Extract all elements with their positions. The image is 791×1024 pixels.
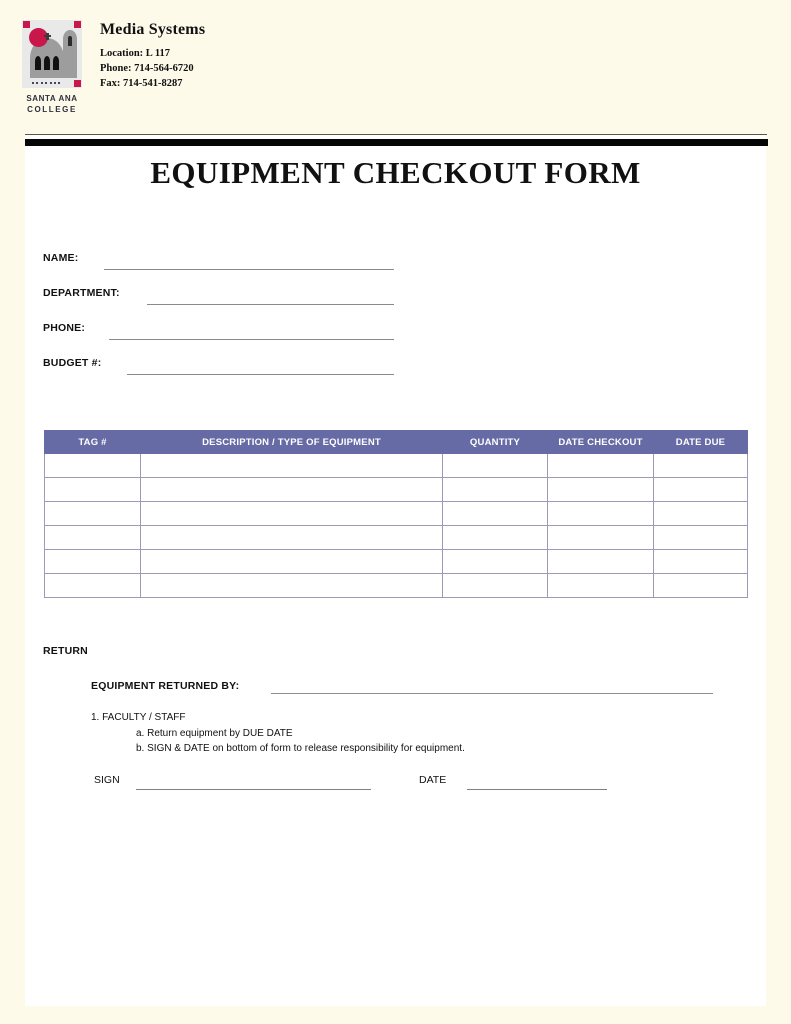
department-name: Media Systems bbox=[100, 21, 206, 38]
cell-qty[interactable] bbox=[443, 550, 548, 574]
field-row-budget bbox=[43, 357, 463, 392]
cell-qty[interactable] bbox=[443, 526, 548, 550]
budget-input-line[interactable] bbox=[127, 374, 394, 375]
cell-tag[interactable] bbox=[45, 502, 141, 526]
applicant-fields bbox=[43, 252, 463, 392]
cell-qty[interactable] bbox=[443, 574, 548, 598]
budget-label: BUDGET #: bbox=[43, 357, 102, 369]
cell-out[interactable] bbox=[548, 574, 654, 598]
equipment-table bbox=[44, 430, 748, 598]
column-header-quantity: QUANTITY bbox=[443, 431, 548, 454]
table-row bbox=[45, 550, 748, 574]
santa-ana-college-logo bbox=[22, 20, 82, 116]
logo-artwork bbox=[22, 20, 82, 88]
instruction-return-by-due-date: a. Return equipment by DUE DATE bbox=[136, 728, 293, 739]
cell-tag[interactable] bbox=[45, 574, 141, 598]
column-header-date-due: DATE DUE bbox=[654, 431, 748, 454]
cell-out[interactable] bbox=[548, 502, 654, 526]
letterhead bbox=[0, 0, 791, 135]
cell-desc[interactable] bbox=[141, 574, 443, 598]
sign-input-line[interactable] bbox=[136, 789, 371, 790]
column-header-tag: TAG # bbox=[45, 431, 141, 454]
column-header-description: DESCRIPTION / TYPE OF EQUIPMENT bbox=[141, 431, 443, 454]
return-section-heading: RETURN bbox=[43, 645, 88, 657]
field-row-phone bbox=[43, 322, 463, 357]
corner-square-decoration bbox=[74, 80, 81, 87]
arch-icon bbox=[53, 56, 59, 70]
equipment-returned-by-row bbox=[91, 680, 713, 702]
location-line: Location: L 117 bbox=[100, 48, 171, 59]
table-header-row bbox=[45, 431, 748, 454]
cell-tag[interactable] bbox=[45, 454, 141, 478]
equipment-table-body bbox=[45, 454, 748, 598]
cell-due[interactable] bbox=[654, 478, 748, 502]
instruction-faculty-staff: 1. FACULTY / STAFF bbox=[91, 712, 186, 723]
page-title: EQUIPMENT CHECKOUT FORM bbox=[150, 155, 641, 190]
cell-desc[interactable] bbox=[141, 502, 443, 526]
dotted-line-decoration bbox=[32, 82, 64, 85]
corner-square-decoration bbox=[74, 21, 81, 28]
cell-tag[interactable] bbox=[45, 478, 141, 502]
name-input-line[interactable] bbox=[104, 269, 394, 270]
letterhead-contact-block bbox=[100, 21, 205, 91]
header-thin-rule bbox=[25, 134, 767, 135]
arch-icon bbox=[35, 56, 41, 70]
cell-out[interactable] bbox=[548, 478, 654, 502]
table-row bbox=[45, 454, 748, 478]
logo-wordmark-line2: COLLEGE bbox=[27, 105, 77, 114]
field-row-name bbox=[43, 252, 463, 287]
cell-due[interactable] bbox=[654, 526, 748, 550]
arch-icon bbox=[44, 56, 50, 70]
cell-out[interactable] bbox=[548, 454, 654, 478]
date-input-line[interactable] bbox=[467, 789, 607, 790]
table-row bbox=[45, 478, 748, 502]
cell-desc[interactable] bbox=[141, 526, 443, 550]
cell-qty[interactable] bbox=[443, 454, 548, 478]
column-header-date-checkout: DATE CHECKOUT bbox=[548, 431, 654, 454]
table-row bbox=[45, 574, 748, 598]
table-row bbox=[45, 502, 748, 526]
corner-square-decoration bbox=[23, 21, 30, 28]
cell-desc[interactable] bbox=[141, 478, 443, 502]
cell-due[interactable] bbox=[654, 550, 748, 574]
department-label: DEPARTMENT: bbox=[43, 287, 120, 299]
header-thick-rule bbox=[25, 139, 768, 146]
tower-window-icon bbox=[68, 36, 72, 46]
equipment-returned-by-label: EQUIPMENT RETURNED BY: bbox=[91, 680, 240, 692]
cell-desc[interactable] bbox=[141, 550, 443, 574]
cell-tag[interactable] bbox=[45, 526, 141, 550]
fax-line: Fax: 714-541-8287 bbox=[100, 78, 183, 89]
name-label: NAME: bbox=[43, 252, 79, 264]
department-input-line[interactable] bbox=[147, 304, 394, 305]
table-row bbox=[45, 526, 748, 550]
phone-line: Phone: 714-564-6720 bbox=[100, 63, 194, 74]
instruction-sign-and-date: b. SIGN & DATE on bottom of form to release responsibility for equipment. bbox=[136, 743, 465, 754]
cell-tag[interactable] bbox=[45, 550, 141, 574]
field-row-department bbox=[43, 287, 463, 322]
logo-wordmark-line1: SANTA ANA bbox=[26, 94, 78, 103]
cell-out[interactable] bbox=[548, 550, 654, 574]
sign-label: SIGN bbox=[94, 774, 120, 786]
phone-label: PHONE: bbox=[43, 322, 86, 334]
signature-row bbox=[94, 774, 714, 796]
phone-input-line[interactable] bbox=[109, 339, 394, 340]
cell-desc[interactable] bbox=[141, 454, 443, 478]
cell-due[interactable] bbox=[654, 574, 748, 598]
equipment-returned-by-input-line[interactable] bbox=[271, 693, 713, 694]
cell-due[interactable] bbox=[654, 454, 748, 478]
cell-due[interactable] bbox=[654, 502, 748, 526]
cell-qty[interactable] bbox=[443, 502, 548, 526]
cell-out[interactable] bbox=[548, 526, 654, 550]
logo-wordmark bbox=[22, 93, 82, 115]
cross-icon bbox=[46, 33, 49, 40]
cell-qty[interactable] bbox=[443, 478, 548, 502]
date-label: DATE bbox=[419, 774, 447, 786]
